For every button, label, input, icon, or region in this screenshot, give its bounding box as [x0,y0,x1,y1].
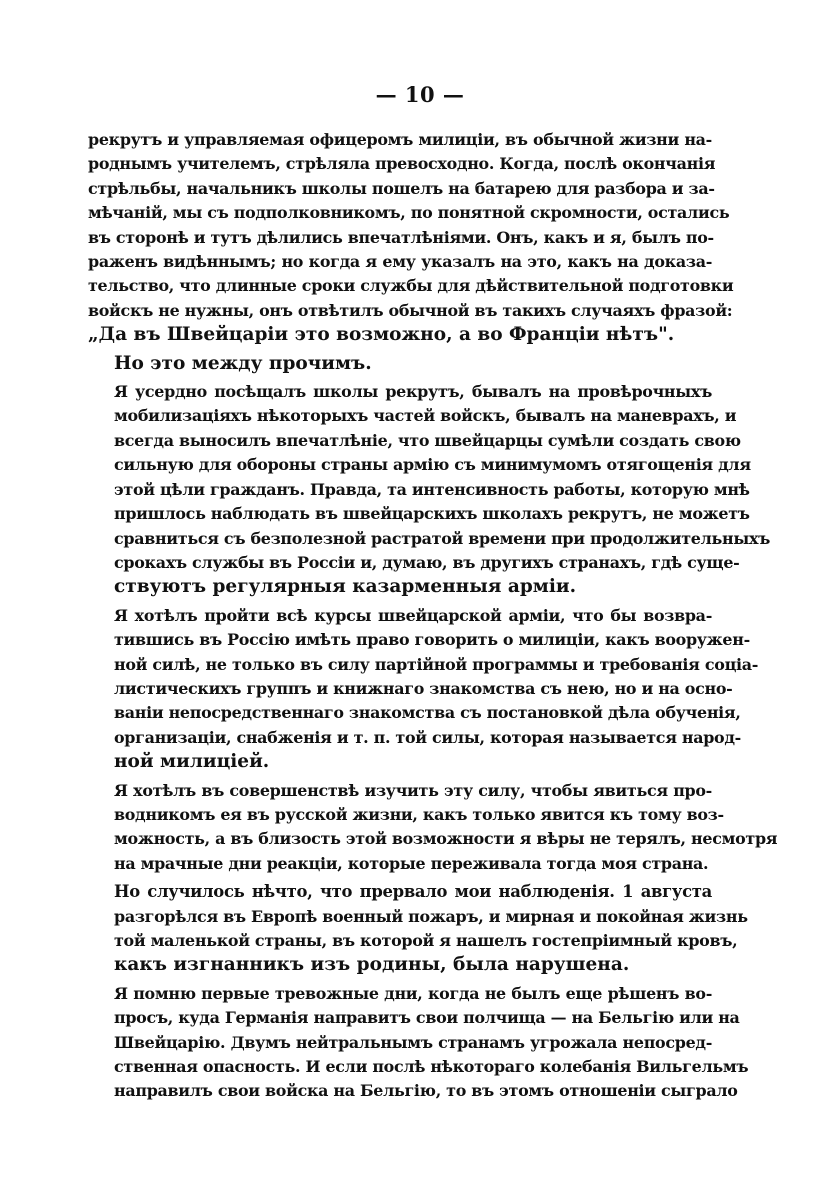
text-line: „Да въ Швейцаріи это возможно, а во Франціи нѣтъ". [88,324,675,346]
text-line: рекрутъ и управляемая офицеромъ милиціи, въ обычной жизни на- [88,130,712,149]
paragraph [88,779,778,877]
text-line: ственная опасность. И если послѣ нѣкотораго колебанія Вильгельмъ [114,1057,749,1077]
text-line: организаціи, снабженія и т. п. той силы, которая называется народ- [114,727,741,747]
text-line: пришлось наблюдать въ швейцарскихъ школахъ рекрутъ, не можетъ [114,504,750,524]
text-line: всегда выносилъ впечатлѣніе, что швейцарцы сумѣли создать свою [114,430,741,450]
paragraph [88,604,759,775]
text-line: сильную для обороны страны армію съ минимумомъ отягощенія для [114,455,751,475]
text-line: разгорѣлся въ Европѣ военный пожаръ, и мирная и покойная жизнь [114,906,748,926]
text-line: стрѣльбы, начальникъ школы пошелъ на батарею для разбора и за- [88,178,715,198]
text-line: войскъ не нужны, онъ отвѣтилъ обычной въ такихъ случаяхъ фразой: [88,300,733,320]
text-line: этой цѣли гражданъ. Правда, та интенсивность работы, которую мнѣ [114,479,750,499]
text-line: Но случилось нѣчто, что прервало мои наблюденія. 1 августа [114,882,712,902]
text-line: мобилизаціяхъ нѣкоторыхъ частей войскъ, бывалъ на маневрахъ, и [114,406,737,426]
text-line: роднымъ учителемъ, стрѣляла превосходно. Когда, послѣ окончанія [88,154,716,174]
text-line: ствуютъ регулярныя казарменныя арміи. [114,576,577,598]
text-line: мѣчаній, мы съ подполковникомъ, по понятной скромности, остались [88,203,730,223]
text-line: ваніи непосредственнаго знакомства съ постановкой дѣла обученія, [114,703,741,723]
text-line: Я помню первые тревожные дни, когда не былъ еще рѣшенъ во- [114,983,712,1003]
text-line: тельство, что длинные сроки службы для дѣйствительной подготовки [88,276,734,296]
body-text [88,128,778,1108]
text-line: водникомъ ея въ русской жизни, какъ только явится къ тому воз- [114,804,724,824]
text-line: Я хотѣлъ пройти всѣ курсы швейцарской арміи, что бы возвра- [114,605,712,625]
text-line: раженъ видѣннымъ; но когда я ему указалъ на это, какъ на доказа- [88,252,712,272]
text-line: сравниться съ безполезной растратой времени при продолжительныхъ [114,528,771,548]
paragraph [88,982,749,1104]
text-line: направилъ свои войска на Бельгію, то въ этомъ отношеніи сыграло [114,1081,738,1101]
text-line: ной силѣ, не только въ силу партійной программы и требованія соціа- [114,654,759,674]
paragraph [88,380,771,600]
page-number: — 10 — [375,82,465,107]
text-line: какъ изгнанникъ изъ родины, была нарушена. [114,954,630,976]
paragraph [88,128,734,348]
text-line: Но это между прочимъ. [114,352,372,374]
text-line: тившись въ Россію имѣть право говорить о милиціи, какъ вооружен- [114,630,750,650]
text-line: просъ, куда Германія направитъ свои полчища — на Бельгію или на [114,1008,740,1028]
paragraph [88,352,712,376]
text-line: Швейцарію. Двумъ нейтральнымъ странамъ угрожала непосред- [114,1032,712,1052]
paragraph [88,880,748,978]
text-line: срокахъ службы въ Россіи и, думаю, въ другихъ странахъ, гдѣ суще- [114,552,740,572]
text-line: листическихъ группъ и книжнаго знакомства съ нею, но и на осно- [114,678,733,698]
text-line: Я усердно посѣщалъ школы рекрутъ, бывалъ на провѣрочныхъ [114,382,712,402]
text-line: ной милиціей. [114,751,270,773]
text-line: той маленькой страны, въ которой я нашелъ гостепріимный кровъ, [114,931,738,950]
text-line: Я хотѣлъ въ совершенствѣ изучить эту силу, чтобы явиться про- [114,780,712,800]
text-line: можность, а въ близость этой возможности я вѣры не терялъ, несмотря [114,829,778,849]
text-line: на мрачные дни реакціи, которые переживала тогда моя страна. [114,853,709,873]
text-line: въ сторонѣ и тутъ дѣлились впечатлѣніями. Онъ, какъ и я, былъ по- [88,227,714,247]
